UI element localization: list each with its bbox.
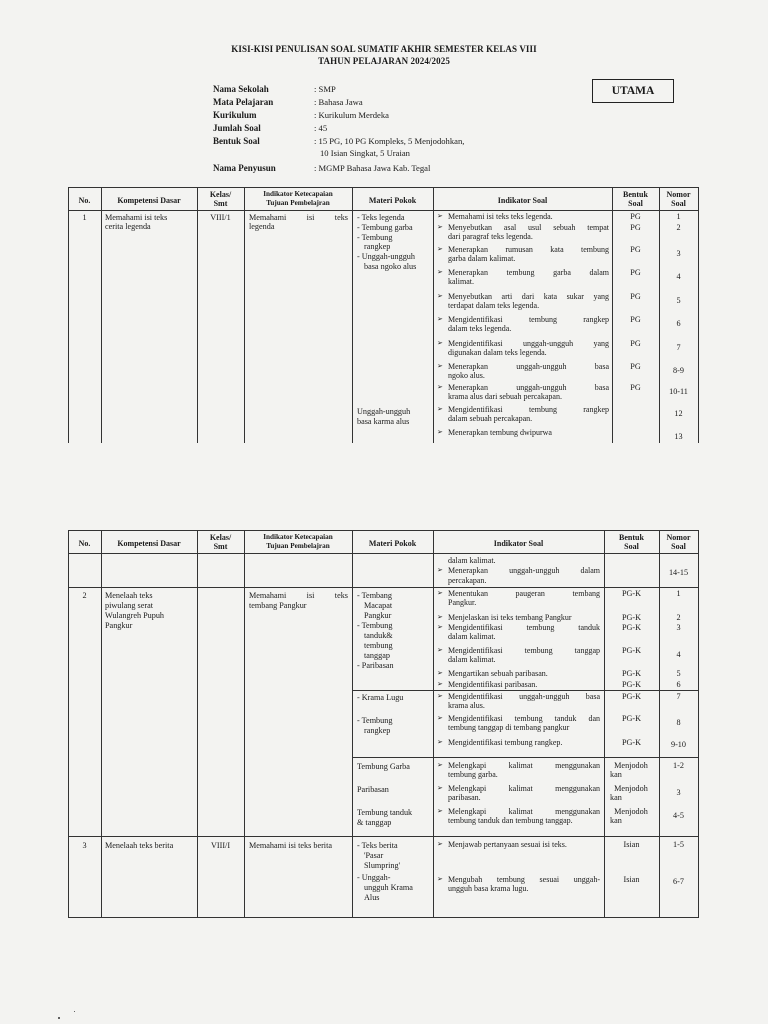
col-header-nomor-2: Soal bbox=[671, 199, 686, 208]
arrow-bullet-icon: ➢ bbox=[437, 212, 443, 220]
col-header-materi: Materi Pokok bbox=[368, 196, 417, 205]
form-cell: PG-K bbox=[621, 589, 642, 598]
meta-author-label: Nama Penyusun bbox=[213, 163, 276, 173]
row2-materi-b: - Tembung bbox=[357, 716, 393, 725]
form-cell: Menjodoh bbox=[614, 784, 648, 793]
meta-form-value-1: : 15 PG, 10 PG Kompleks, 5 Menjodohkan, bbox=[314, 136, 465, 146]
col-header-ikatp-2: Tujuan Pembelajran bbox=[266, 542, 330, 550]
row2-ikatp-line2: tembang Pangkur bbox=[249, 601, 307, 610]
row3-no: 3 bbox=[82, 841, 87, 850]
col-header-no: No. bbox=[78, 539, 91, 548]
table2-subrow-border bbox=[352, 690, 698, 691]
scan-speck bbox=[58, 1017, 60, 1019]
form-cell: PG bbox=[630, 315, 641, 324]
row1-kd-line2: cerita legenda bbox=[105, 222, 151, 231]
row2-materi-item: - Paribasan bbox=[357, 661, 394, 670]
indicator-text: Mengidentifikasi tembung rangkep. bbox=[448, 738, 563, 747]
indicator-text: dalam kalimat. bbox=[448, 655, 496, 664]
table1-col-border bbox=[244, 187, 245, 443]
indicator-text: Mengidentifikasi paribasan. bbox=[448, 680, 538, 689]
question-number: 10-11 bbox=[669, 387, 688, 396]
meta-subject-value: : Bahasa Jawa bbox=[314, 97, 363, 107]
form-cell: PG-K bbox=[621, 692, 642, 701]
table1-header-border bbox=[68, 210, 698, 211]
row3-materi-item: ungguh Krama bbox=[364, 883, 413, 892]
col-header-no: No. bbox=[78, 196, 91, 205]
row3-kd: Menelaah teks berita bbox=[105, 841, 174, 850]
form-cell: PG bbox=[630, 212, 641, 221]
row1-ikatp-line1: Memahami isi teks bbox=[249, 213, 348, 222]
col-header-materi: Materi Pokok bbox=[368, 539, 417, 548]
utama-badge: UTAMA bbox=[592, 79, 674, 103]
row3-kelas: VIII/I bbox=[210, 841, 231, 850]
row1-ikatp-line2: legenda bbox=[249, 222, 275, 231]
col-header-kd: Kompetensi Dasar bbox=[117, 539, 181, 548]
col-header-kelas-1: Kelas/ bbox=[209, 190, 232, 199]
col-header-ikatp-2: Tujuan Pembelajran bbox=[266, 199, 330, 207]
row2-materi-c: Tembung tanduk bbox=[357, 808, 413, 817]
indicator-text: krama alus dari sebuah percakapan. bbox=[448, 392, 562, 401]
row2-kd-line: Wulangreh Pupuh bbox=[105, 611, 165, 620]
table2-col-border bbox=[433, 530, 434, 918]
question-number: 1-2 bbox=[673, 761, 684, 770]
row1-materi-b-line1: Unggah-ungguh bbox=[357, 407, 411, 416]
meta-subject-label: Mata Pelajaran bbox=[213, 97, 274, 107]
row2-materi-c: Paribasan bbox=[357, 785, 389, 794]
arrow-bullet-icon: ➢ bbox=[437, 245, 443, 253]
document-title: KISI-KISI PENULISAN SOAL SUMATIF AKHIR SEMESTER KELAS VIII bbox=[231, 44, 537, 54]
row1-materi-item: basa ngoko alus bbox=[364, 262, 417, 271]
cont-indicator-line: Menerapkan unggah-ungguh dalam bbox=[448, 566, 600, 575]
col-header-bentuk-2: Soal bbox=[628, 199, 643, 208]
form-cell: PG bbox=[630, 268, 641, 277]
row2-kd-line: piwulang serat bbox=[105, 601, 153, 610]
meta-count-label: Jumlah Soal bbox=[213, 123, 261, 133]
arrow-bullet-icon: ➢ bbox=[437, 383, 443, 391]
row1-kd-line1: Memahami isi teks bbox=[105, 213, 168, 222]
meta-author-value: : MGMP Bahasa Jawa Kab. Tegal bbox=[314, 163, 431, 173]
table1-col-border bbox=[352, 187, 353, 443]
row2-ikatp-line1: Memahami isi teks bbox=[249, 591, 348, 600]
arrow-bullet-icon: ➢ bbox=[437, 589, 443, 597]
col-header-kd: Kompetensi Dasar bbox=[117, 196, 181, 205]
indicator-text: dalam sebuah percakapan. bbox=[448, 414, 533, 423]
form-cell: PG bbox=[630, 223, 641, 232]
arrow-bullet-icon: ➢ bbox=[437, 405, 443, 413]
indicator-text: Mengidentifikasi tembung rangkep bbox=[448, 315, 609, 324]
indicator-text: Menerapkan rumusan kata tembung bbox=[448, 245, 609, 254]
indicator-text: dari paragraf teks legenda. bbox=[448, 232, 533, 241]
row2-materi-item: - Tembung bbox=[357, 621, 393, 630]
question-number: 2 bbox=[676, 223, 681, 232]
indicator-text: Melengkapi kalimat menggunakan bbox=[448, 784, 600, 793]
arrow-bullet-icon: ➢ bbox=[437, 875, 443, 883]
row1-materi-item: - Unggah-ungguh bbox=[357, 252, 415, 261]
scan-speck bbox=[74, 1011, 75, 1012]
indicator-text: ungguh basa krama lugu. bbox=[448, 884, 529, 893]
table2-subrow-border bbox=[352, 757, 698, 758]
arrow-bullet-icon: ➢ bbox=[437, 669, 443, 677]
indicator-text: garba dalam kalimat. bbox=[448, 254, 516, 263]
question-number: 8 bbox=[676, 718, 681, 727]
indicator-text: dalam kalimat. bbox=[448, 632, 496, 641]
form-cell: PG-K bbox=[621, 669, 642, 678]
row3-ikatp: Memahami isi teks berita bbox=[249, 841, 332, 850]
form-cell: Isian bbox=[623, 840, 640, 849]
indicator-text: Menerapkan tembung garba dalam bbox=[448, 268, 609, 277]
question-number: 7 bbox=[676, 692, 681, 701]
form-cell: PG-K bbox=[621, 646, 642, 655]
indicator-text: paribasan. bbox=[448, 793, 481, 802]
form-cell: kan bbox=[610, 793, 622, 802]
meta-school-value: : SMP bbox=[314, 84, 336, 94]
indicator-text: Menyebutkan arti dari kata sukar yang bbox=[448, 292, 609, 301]
question-number: 6-7 bbox=[673, 877, 684, 886]
row1-no: 1 bbox=[82, 213, 87, 222]
indicator-text: Menerapkan unggah-ungguh basa bbox=[448, 383, 609, 392]
col-header-bentuk-2: Soal bbox=[624, 542, 639, 551]
arrow-bullet-icon: ➢ bbox=[437, 623, 443, 631]
indicator-text: Menyebutkan asal usul sebuah tempat bbox=[448, 223, 609, 232]
arrow-bullet-icon: ➢ bbox=[437, 738, 443, 746]
question-number: 8-9 bbox=[673, 366, 684, 375]
table1-col-border bbox=[101, 187, 102, 443]
question-number: 2 bbox=[676, 613, 681, 622]
row2-materi-b: rangkep bbox=[364, 726, 391, 735]
arrow-bullet-icon: ➢ bbox=[437, 680, 443, 688]
arrow-bullet-icon: ➢ bbox=[437, 784, 443, 792]
indicator-text: Menjawab pertanyaan sesuai isi teks. bbox=[448, 840, 567, 849]
col-header-nomor-1: Nomor bbox=[666, 533, 691, 542]
row2-materi-b: - Krama Lugu bbox=[357, 693, 404, 702]
document-subtitle: TAHUN PELAJARAN 2024/2025 bbox=[318, 56, 450, 66]
meta-form-label: Bentuk Soal bbox=[213, 136, 260, 146]
form-cell: Menjodoh bbox=[614, 807, 648, 816]
arrow-bullet-icon: ➢ bbox=[437, 714, 443, 722]
indicator-text: Melengkapi kalimat menggunakan bbox=[448, 761, 600, 770]
indicator-text: digunakan dalam teks legenda. bbox=[448, 348, 547, 357]
question-number: 1 bbox=[676, 589, 681, 598]
indicator-text: Mengidentifikasi unggah-ungguh basa bbox=[448, 692, 600, 701]
indicator-text: krama alus. bbox=[448, 701, 485, 710]
form-cell: PG-K bbox=[621, 613, 642, 622]
question-number: 6 bbox=[676, 680, 681, 689]
meta-curriculum-label: Kurikulum bbox=[213, 110, 257, 120]
question-number: 3 bbox=[676, 623, 681, 632]
cont-indicator-line: dalam kalimat. bbox=[448, 556, 496, 565]
indicator-text: Mengartikan sebuah paribasan. bbox=[448, 669, 548, 678]
indicator-text: Mengubah tembung sesuai unggah- bbox=[448, 875, 600, 884]
question-number: 7 bbox=[676, 343, 681, 352]
row2-materi-item: tanduk& bbox=[364, 631, 393, 640]
form-cell: PG bbox=[630, 383, 641, 392]
arrow-bullet-icon: ➢ bbox=[437, 566, 443, 574]
indicator-text: Mengidentifikasi tembung rangkep bbox=[448, 405, 609, 414]
row3-materi-item: - Teks berita bbox=[357, 841, 398, 850]
meta-count-value: : 45 bbox=[314, 123, 328, 133]
row1-materi-item: - Tembung garba bbox=[357, 223, 413, 232]
table2-col-border bbox=[197, 530, 198, 918]
indicator-text: kalimat. bbox=[448, 277, 474, 286]
row2-kd-line: Menelaah teks bbox=[105, 591, 153, 600]
row2-materi-item: Macapat bbox=[364, 601, 393, 610]
form-cell: PG-K bbox=[621, 623, 642, 632]
question-number: 3 bbox=[676, 249, 681, 258]
col-header-bentuk-1: Bentuk bbox=[623, 190, 648, 199]
form-cell: PG bbox=[630, 245, 641, 254]
indicator-text: tembung tanggap di tembang pangkur bbox=[448, 723, 570, 732]
row2-materi-item: tanggap bbox=[364, 651, 390, 660]
indicator-text: Menentukan paugeran tembang bbox=[448, 589, 600, 598]
form-cell: Menjodoh bbox=[614, 761, 648, 770]
table2-col-border bbox=[352, 530, 353, 918]
row1-materi-item: - Tembung bbox=[357, 233, 393, 242]
question-number: 3 bbox=[676, 788, 681, 797]
row1-materi-b-line2: basa karma alus bbox=[357, 417, 410, 426]
indicator-text: Pangkur. bbox=[448, 598, 477, 607]
arrow-bullet-icon: ➢ bbox=[437, 761, 443, 769]
row2-materi-c: & tanggap bbox=[357, 818, 392, 827]
indicator-text: Memahami isi teks teks legenda. bbox=[448, 212, 553, 221]
cont-number: 14-15 bbox=[668, 568, 689, 577]
row1-materi-item: - Teks legenda bbox=[357, 213, 405, 222]
form-cell: PG-K bbox=[621, 680, 642, 689]
question-number: 4-5 bbox=[673, 811, 684, 820]
col-header-indikator: Indikator Soal bbox=[497, 196, 548, 205]
question-number: 9-10 bbox=[670, 740, 686, 749]
form-cell: Isian bbox=[623, 875, 640, 884]
form-cell: PG-K bbox=[621, 738, 642, 747]
table2-col-border bbox=[698, 530, 699, 918]
row2-materi-c: Tembung Garba bbox=[357, 762, 410, 771]
row1-kelas: VIII/1 bbox=[210, 213, 231, 222]
form-cell: PG-K bbox=[621, 714, 642, 723]
cont-indicator-line: percakapan. bbox=[448, 576, 487, 585]
table2-col-border bbox=[101, 530, 102, 918]
table1-col-border bbox=[698, 187, 699, 443]
indicator-text: tembung garba. bbox=[448, 770, 498, 779]
col-header-nomor-2: Soal bbox=[671, 542, 686, 551]
row3-materi-item: - Unggah- bbox=[357, 873, 391, 882]
table1-col-border bbox=[433, 187, 434, 443]
row2-materi-item: - Tembang bbox=[357, 591, 392, 600]
indicator-text: dalam teks legenda. bbox=[448, 324, 512, 333]
arrow-bullet-icon: ➢ bbox=[437, 268, 443, 276]
indicator-text: Mengidentifikasi tembung tanduk bbox=[448, 623, 600, 632]
col-header-nomor-1: Nomor bbox=[666, 190, 691, 199]
meta-curriculum-value: : Kurikulum Merdeka bbox=[314, 110, 389, 120]
row2-materi-item: Pangkur bbox=[364, 611, 392, 620]
row3-materi-item: 'Pasar bbox=[364, 851, 384, 860]
col-header-bentuk-1: Bentuk bbox=[619, 533, 644, 542]
question-number: 5 bbox=[676, 296, 681, 305]
col-header-ikatp-1: Indikator Ketecapaian bbox=[263, 190, 333, 198]
table1-top-border bbox=[68, 187, 698, 188]
row2-no: 2 bbox=[82, 591, 87, 600]
table1-col-border bbox=[197, 187, 198, 443]
arrow-bullet-icon: ➢ bbox=[437, 646, 443, 654]
meta-school-label: Nama Sekolah bbox=[213, 84, 269, 94]
meta-form-value-2: 10 Isian Singkat, 5 Uraian bbox=[320, 148, 410, 158]
col-header-ikatp-1: Indikator Ketecapaian bbox=[263, 533, 333, 541]
indicator-text: tembung tanduk dan tembung tanggap. bbox=[448, 816, 573, 825]
col-header-indikator: Indikator Soal bbox=[493, 539, 544, 548]
table2-col-border bbox=[244, 530, 245, 918]
question-number: 12 bbox=[674, 409, 683, 418]
row1-materi-item: rangkep bbox=[364, 242, 391, 251]
form-cell: PG bbox=[630, 292, 641, 301]
arrow-bullet-icon: ➢ bbox=[437, 362, 443, 370]
question-number: 5 bbox=[676, 669, 681, 678]
question-number: 4 bbox=[676, 272, 681, 281]
indicator-text: Mengidentifikasi tembung tanduk dan bbox=[448, 714, 600, 723]
question-number: 4 bbox=[676, 650, 681, 659]
indicator-text: Mengidentifikasi unggah-ungguh yang bbox=[448, 339, 609, 348]
row3-materi-item: Alus bbox=[364, 893, 380, 902]
indicator-text: Menerapkan unggah-ungguh basa bbox=[448, 362, 609, 371]
arrow-bullet-icon: ➢ bbox=[437, 315, 443, 323]
arrow-bullet-icon: ➢ bbox=[437, 223, 443, 231]
question-number: 6 bbox=[676, 319, 681, 328]
indicator-text: Melengkapi kalimat menggunakan bbox=[448, 807, 600, 816]
row2-kd-line: Pangkur bbox=[105, 621, 133, 630]
form-cell: PG bbox=[630, 362, 641, 371]
indicator-text: Mengidentifikasi tembung tanggap bbox=[448, 646, 600, 655]
indicator-text: Menjelaskan isi teks tembang Pangkur bbox=[448, 613, 572, 622]
question-number: 1 bbox=[676, 212, 681, 221]
arrow-bullet-icon: ➢ bbox=[437, 692, 443, 700]
form-cell: kan bbox=[610, 816, 622, 825]
col-header-kelas-2: Smt bbox=[213, 542, 228, 551]
arrow-bullet-icon: ➢ bbox=[437, 613, 443, 621]
row3-materi-item: Slumpring' bbox=[364, 861, 401, 870]
table1-col-border bbox=[68, 187, 69, 443]
table2-col-border bbox=[68, 530, 69, 918]
form-cell: kan bbox=[610, 770, 622, 779]
arrow-bullet-icon: ➢ bbox=[437, 428, 443, 436]
arrow-bullet-icon: ➢ bbox=[437, 840, 443, 848]
indicator-text: Menerapkan tembung dwipurwa bbox=[448, 428, 552, 437]
arrow-bullet-icon: ➢ bbox=[437, 807, 443, 815]
form-cell: PG bbox=[630, 339, 641, 348]
indicator-text: terdapat dalam teks legenda. bbox=[448, 301, 540, 310]
question-number: 1-5 bbox=[673, 840, 684, 849]
arrow-bullet-icon: ➢ bbox=[437, 339, 443, 347]
col-header-kelas-2: Smt bbox=[213, 199, 228, 208]
indicator-text: ngoko alus. bbox=[448, 371, 485, 380]
col-header-kelas-1: Kelas/ bbox=[209, 533, 232, 542]
row2-materi-item: tembung bbox=[364, 641, 393, 650]
question-number: 13 bbox=[674, 432, 683, 441]
arrow-bullet-icon: ➢ bbox=[437, 292, 443, 300]
